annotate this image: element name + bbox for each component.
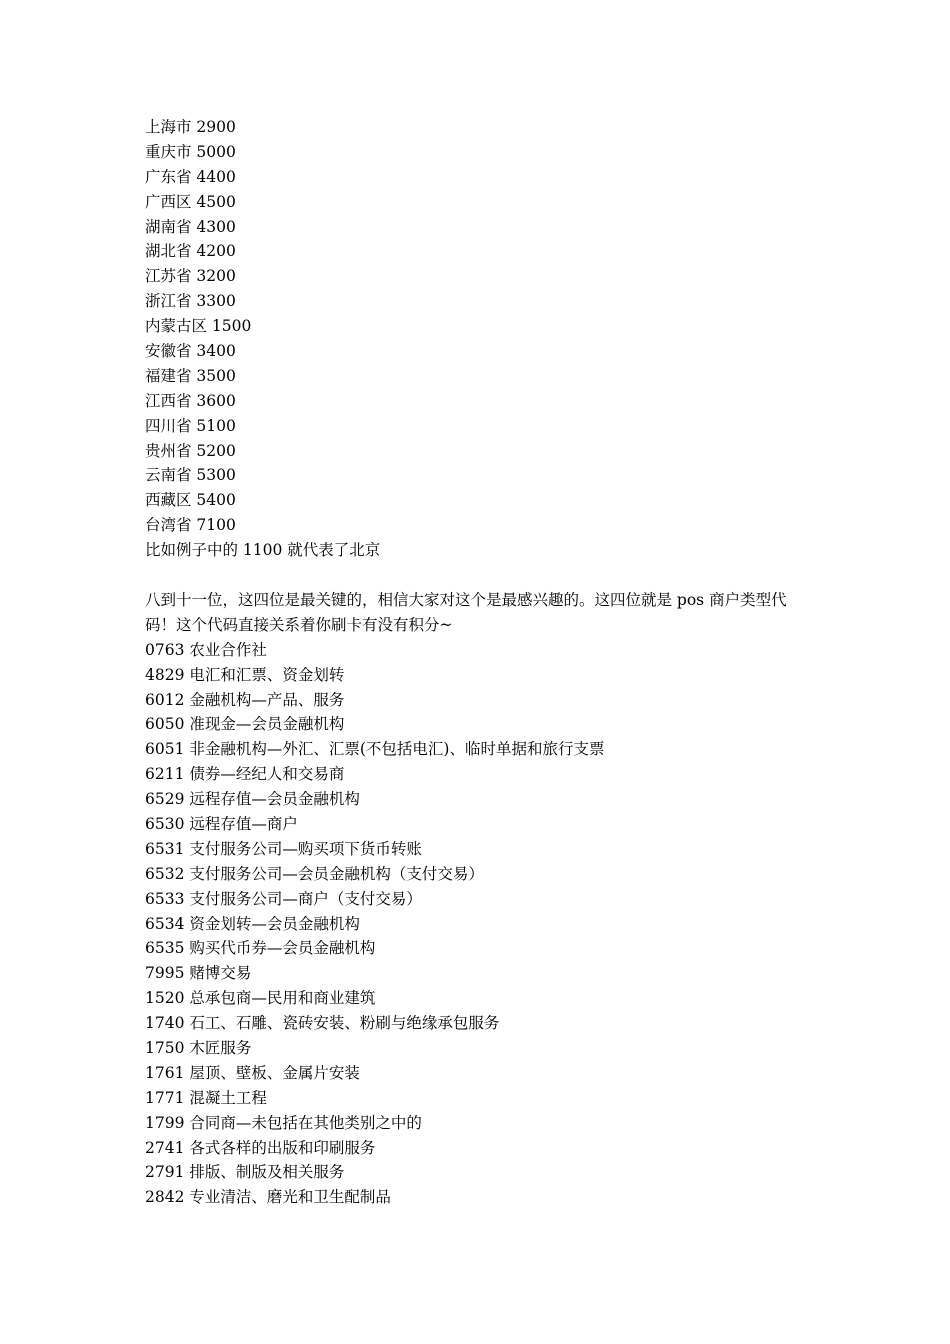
region-line: 四川省 5100 (145, 416, 236, 435)
region-line: 广东省 4400 (145, 167, 236, 186)
merchant-code-line: 6050 准现金—会员金融机构 (145, 715, 345, 734)
merchant-code-line: 6530 远程存值—商户 (145, 814, 298, 833)
merchant-code-line: 7995 赌博交易 (145, 964, 252, 983)
merchant-code-line: 1761 屋顶、壁板、金属片安装 (145, 1063, 360, 1082)
merchant-code-line: 2741 各式各样的出版和印刷服务 (145, 1138, 376, 1157)
merchant-code-line: 1771 混凝土工程 (145, 1088, 267, 1107)
region-line: 江西省 3600 (145, 391, 236, 410)
merchant-code-line: 6211 债券—经纪人和交易商 (145, 765, 345, 784)
region-line: 湖南省 4300 (145, 217, 236, 236)
region-line: 内蒙古区 1500 (145, 317, 252, 336)
merchant-code-line: 2791 排版、制版及相关服务 (145, 1163, 345, 1182)
merchant-code-line: 6531 支付服务公司—购买项下货币转账 (145, 839, 422, 858)
region-line: 湖北省 4200 (145, 242, 236, 261)
region-line: 贵州省 5200 (145, 441, 236, 460)
merchant-code-line: 1750 木匠服务 (145, 1038, 252, 1057)
merchant-code-line: 2842 专业清洁、磨光和卫生配制品 (145, 1188, 391, 1207)
region-example-note: 比如例子中的 1100 就代表了北京 (145, 541, 381, 560)
merchant-code-line: 1520 总承包商—民用和商业建筑 (145, 989, 376, 1008)
region-line: 江苏省 3200 (145, 267, 236, 286)
intro-paragraph: 八到十一位，这四位是最关键的，相信大家对这个是最感兴趣的。这四位就是 pos 商户类型代码！这个代码直接关系着你刷卡有没有积分~ (145, 590, 787, 634)
merchant-code-list (145, 638, 950, 1210)
region-line: 西藏区 5400 (145, 491, 236, 510)
region-line: 云南省 5300 (145, 466, 236, 485)
region-line: 浙江省 3300 (145, 292, 236, 311)
merchant-code-line: 6535 购买代币券—会员金融机构 (145, 939, 376, 958)
region-code-list (145, 115, 950, 563)
merchant-code-line: 1740 石工、石雕、瓷砖安装、粉刷与绝缘承包服务 (145, 1014, 500, 1033)
merchant-code-line: 6533 支付服务公司—商户（支付交易） (145, 889, 422, 908)
merchant-code-line: 1799 合同商—未包括在其他类别之中的 (145, 1113, 422, 1132)
merchant-code-line: 6012 金融机构—产品、服务 (145, 690, 345, 709)
merchant-code-line: 6532 支付服务公司—会员金融机构（支付交易） (145, 864, 484, 883)
merchant-code-line: 4829 电汇和汇票、资金划转 (145, 665, 345, 684)
merchant-code-line: 0763 农业合作社 (145, 640, 267, 659)
region-line: 福建省 3500 (145, 366, 236, 385)
region-line: 上海市 2900 (145, 118, 236, 136)
merchant-code-line: 6534 资金划转—会员金融机构 (145, 914, 360, 933)
region-line: 重庆市 5000 (145, 142, 236, 161)
region-line: 广西区 4500 (145, 192, 236, 211)
region-line: 安徽省 3400 (145, 342, 236, 361)
region-line: 台湾省 7100 (145, 516, 236, 535)
merchant-code-line: 6529 远程存值—会员金融机构 (145, 790, 360, 809)
merchant-code-line: 6051 非金融机构—外汇、汇票(不包括电汇)、临时单据和旅行支票 (145, 740, 605, 759)
